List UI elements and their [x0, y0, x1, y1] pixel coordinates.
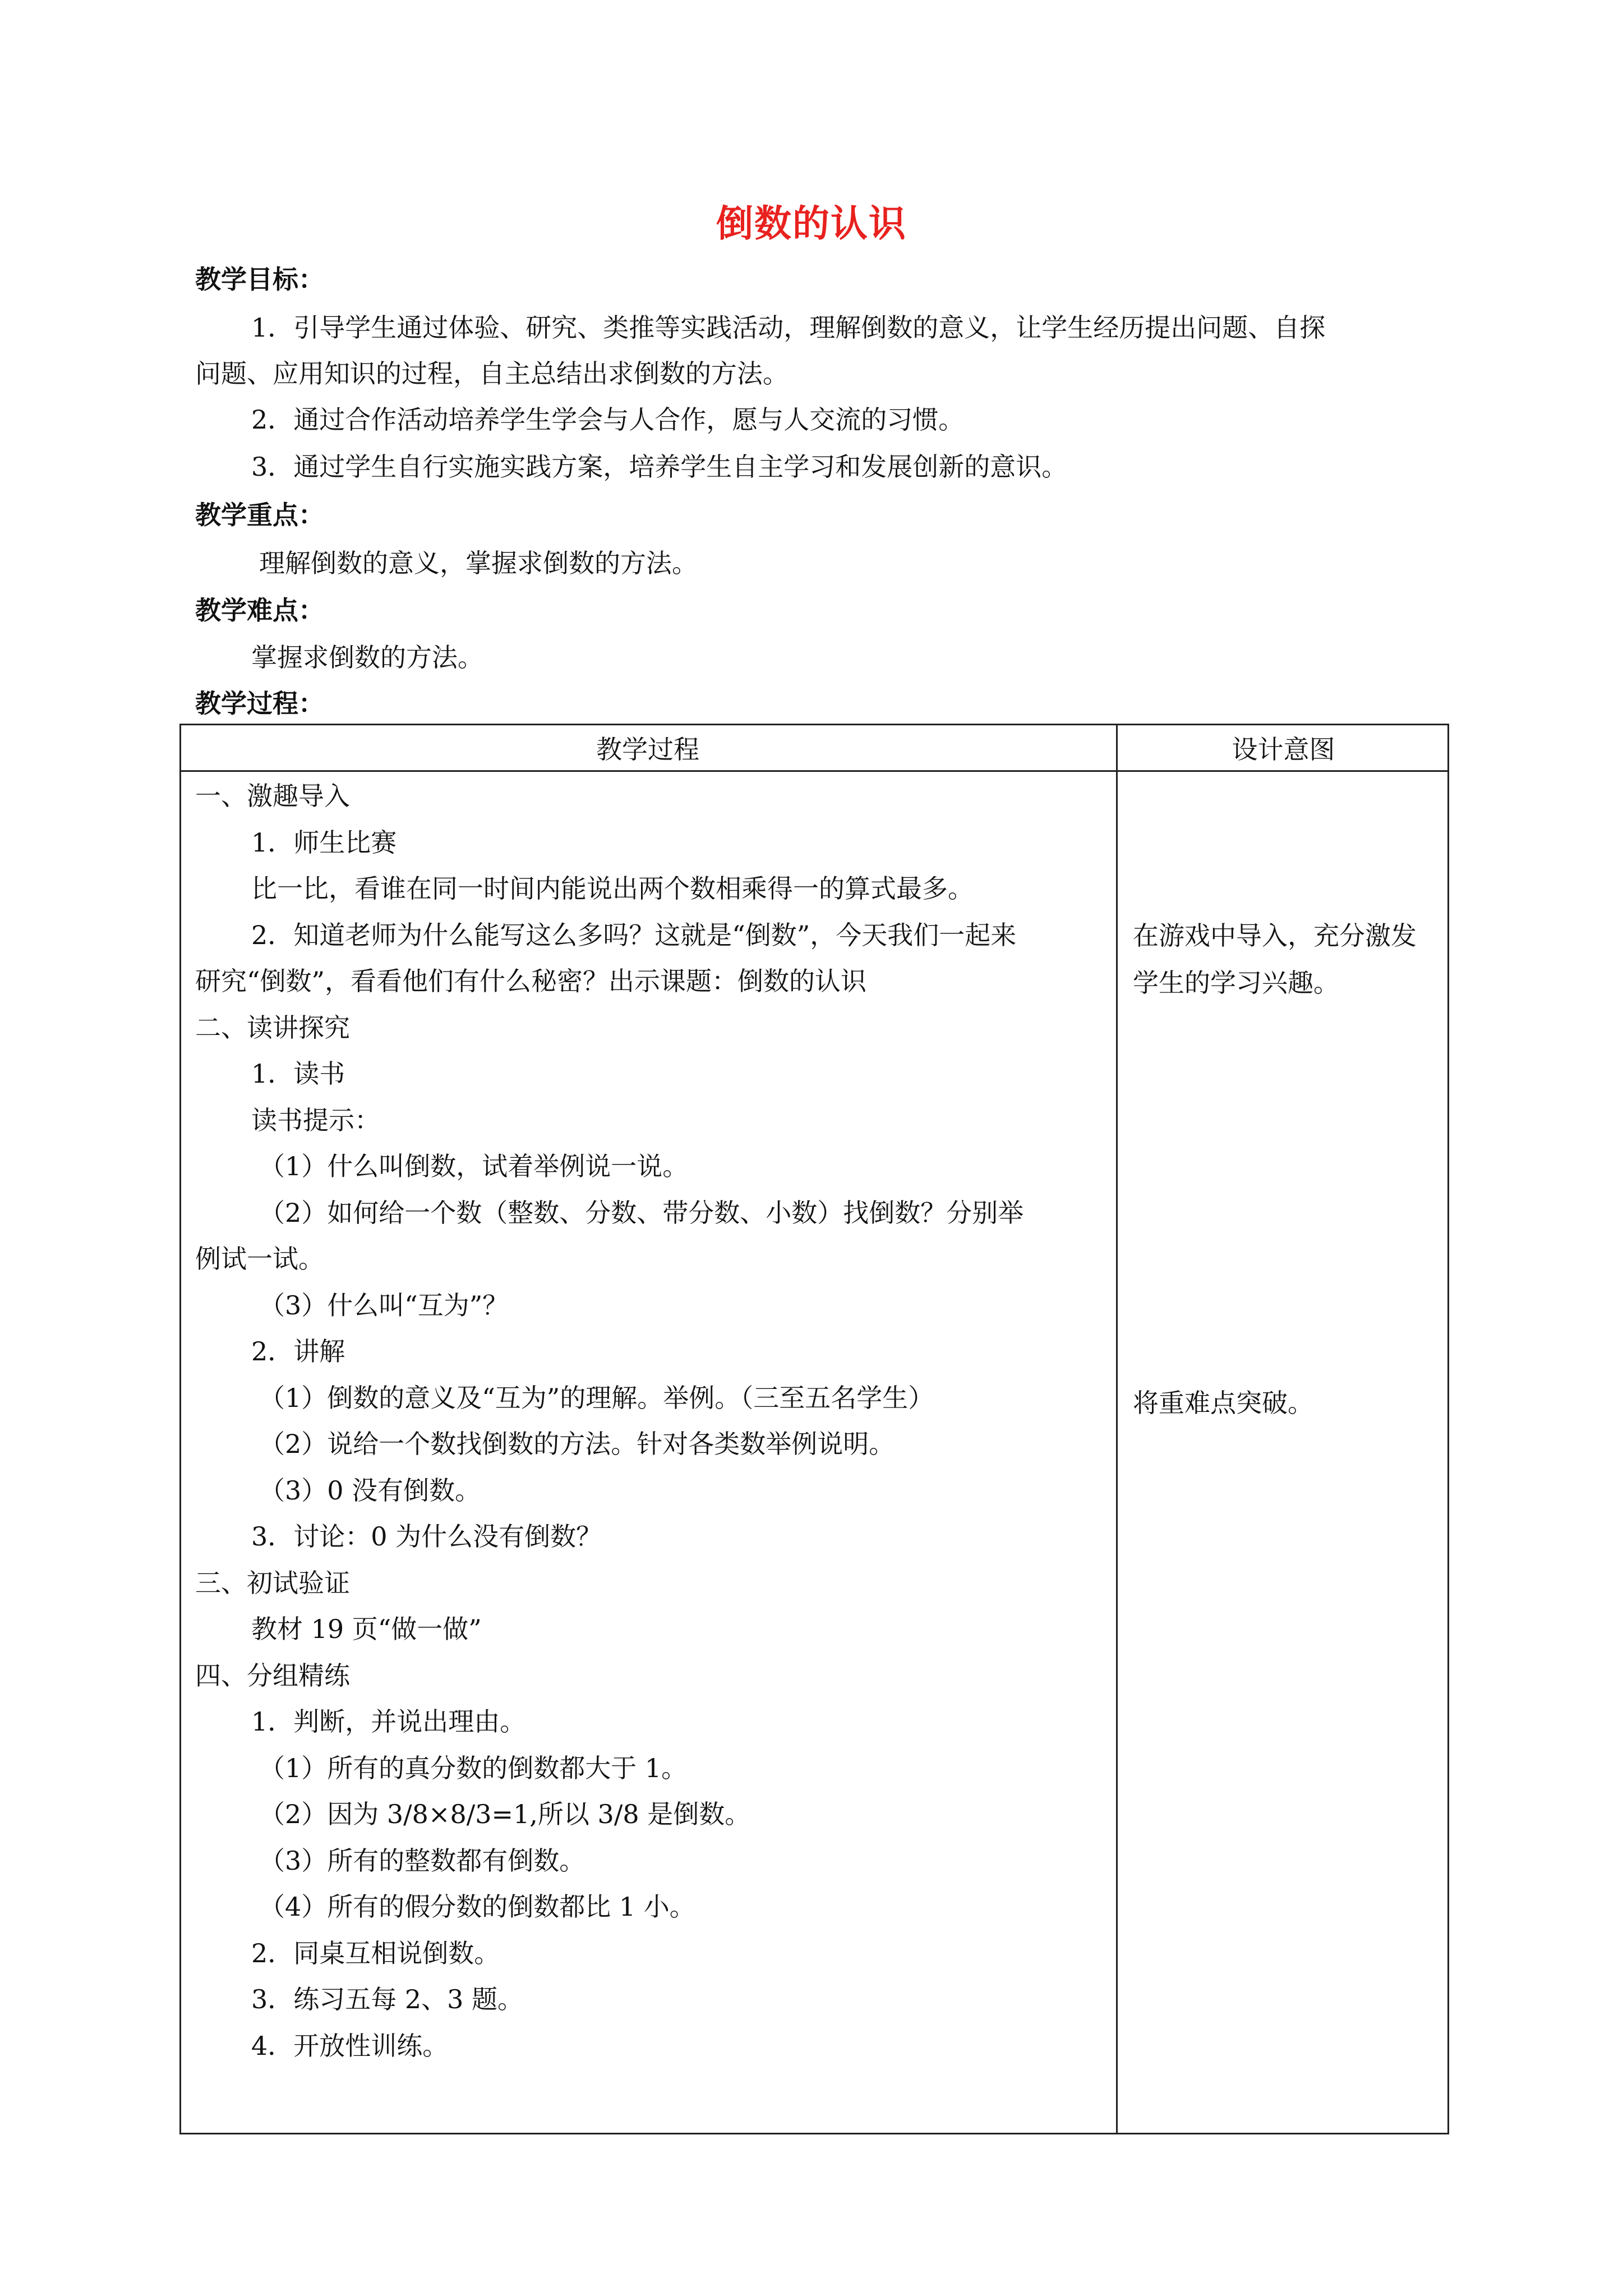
process-row: 1．师生比赛 — [251, 827, 397, 858]
process-row: （2）因为 3/8×8/3=1,所以 3/8 是倒数。 — [259, 1799, 751, 1829]
table-header-process: 教学过程 — [596, 734, 699, 765]
key-point-text: 理解倒数的意义，掌握求倒数的方法。 — [259, 548, 698, 578]
process-row: 1．读书 — [251, 1059, 345, 1089]
process-row: 读书提示： — [251, 1105, 380, 1135]
intent-2: 将重难点突破。 — [1133, 1388, 1313, 1418]
process-row: 三、初试验证 — [195, 1567, 350, 1598]
objective-1-line-2: 问题、应用知识的过程，自主总结出求倒数的方法。 — [195, 358, 789, 389]
process-row: 2．知道老师为什么能写这么多吗？这就是“倒数”，今天我们一起来 — [251, 919, 1017, 950]
process-row: 2．同桌互相说倒数。 — [251, 1938, 500, 1968]
process-row: （1）所有的真分数的倒数都大于 1。 — [259, 1752, 688, 1783]
process-row: （2）说给一个数找倒数的方法。针对各类数举例说明。 — [259, 1429, 895, 1459]
table-column-divider — [1116, 724, 1118, 2134]
objective-3: 3．通过学生自行实施实践方案，培养学生自主学习和发展创新的意识。 — [251, 452, 1068, 482]
process-row: 比一比，看谁在同一时间内能说出两个数相乘得一的算式最多。 — [251, 873, 974, 904]
process-row: 4．开放性训练。 — [251, 2030, 449, 2061]
table-header-divider — [179, 770, 1449, 772]
objective-1-line-1: 1．引导学生通过体验、研究、类推等实践活动，理解倒数的意义，让学生经历提出问题、自探 — [251, 312, 1326, 343]
process-row: （3）0 没有倒数。 — [259, 1475, 481, 1506]
process-row: 研究“倒数”，看看他们有什么秘密？出示课题：倒数的认识 — [195, 966, 867, 996]
process-row: 一、激趣导入 — [195, 781, 350, 811]
difficult-point-heading: 教学难点： — [195, 595, 324, 625]
process-row: 1．判断，并说出理由。 — [251, 1706, 526, 1737]
document-title: 倒数的认识 — [716, 202, 907, 245]
process-row: （3）什么叫“互为”？ — [259, 1290, 509, 1320]
process-row: 四、分组精练 — [195, 1660, 350, 1691]
process-row: 二、读讲探究 — [195, 1012, 350, 1043]
intent-1-line-1: 在游戏中导入，充分激发 — [1133, 921, 1417, 951]
process-row: 例试一试。 — [195, 1244, 324, 1274]
process-row: 3．练习五每 2、3 题。 — [251, 1984, 524, 2014]
table-header-intent: 设计意图 — [1232, 734, 1335, 765]
process-row: （2）如何给一个数（整数、分数、带分数、小数）找倒数？分别举 — [259, 1197, 1024, 1228]
objective-2: 2．通过合作活动培养学生学会与人合作，愿与人交流的习惯。 — [251, 404, 965, 435]
difficult-point-text: 掌握求倒数的方法。 — [251, 642, 483, 673]
process-heading: 教学过程： — [195, 688, 324, 719]
process-row: （4）所有的假分数的倒数都比 1 小。 — [259, 1892, 695, 1922]
key-point-heading: 教学重点： — [195, 500, 324, 530]
objectives-heading: 教学目标： — [195, 264, 324, 295]
process-row: 2．讲解 — [251, 1336, 345, 1366]
process-row: （3）所有的整数都有倒数。 — [259, 1845, 585, 1876]
process-row: （1）倒数的意义及“互为”的理解。举例。（三至五名学生） — [259, 1382, 934, 1413]
process-row: 3．讨论：0 为什么没有倒数？ — [251, 1521, 602, 1552]
intent-1-line-2: 学生的学习兴趣。 — [1133, 968, 1339, 998]
process-row: （1）什么叫倒数，试着举例说一说。 — [259, 1151, 689, 1181]
process-row: 教材 19 页“做一做” — [251, 1614, 482, 1644]
